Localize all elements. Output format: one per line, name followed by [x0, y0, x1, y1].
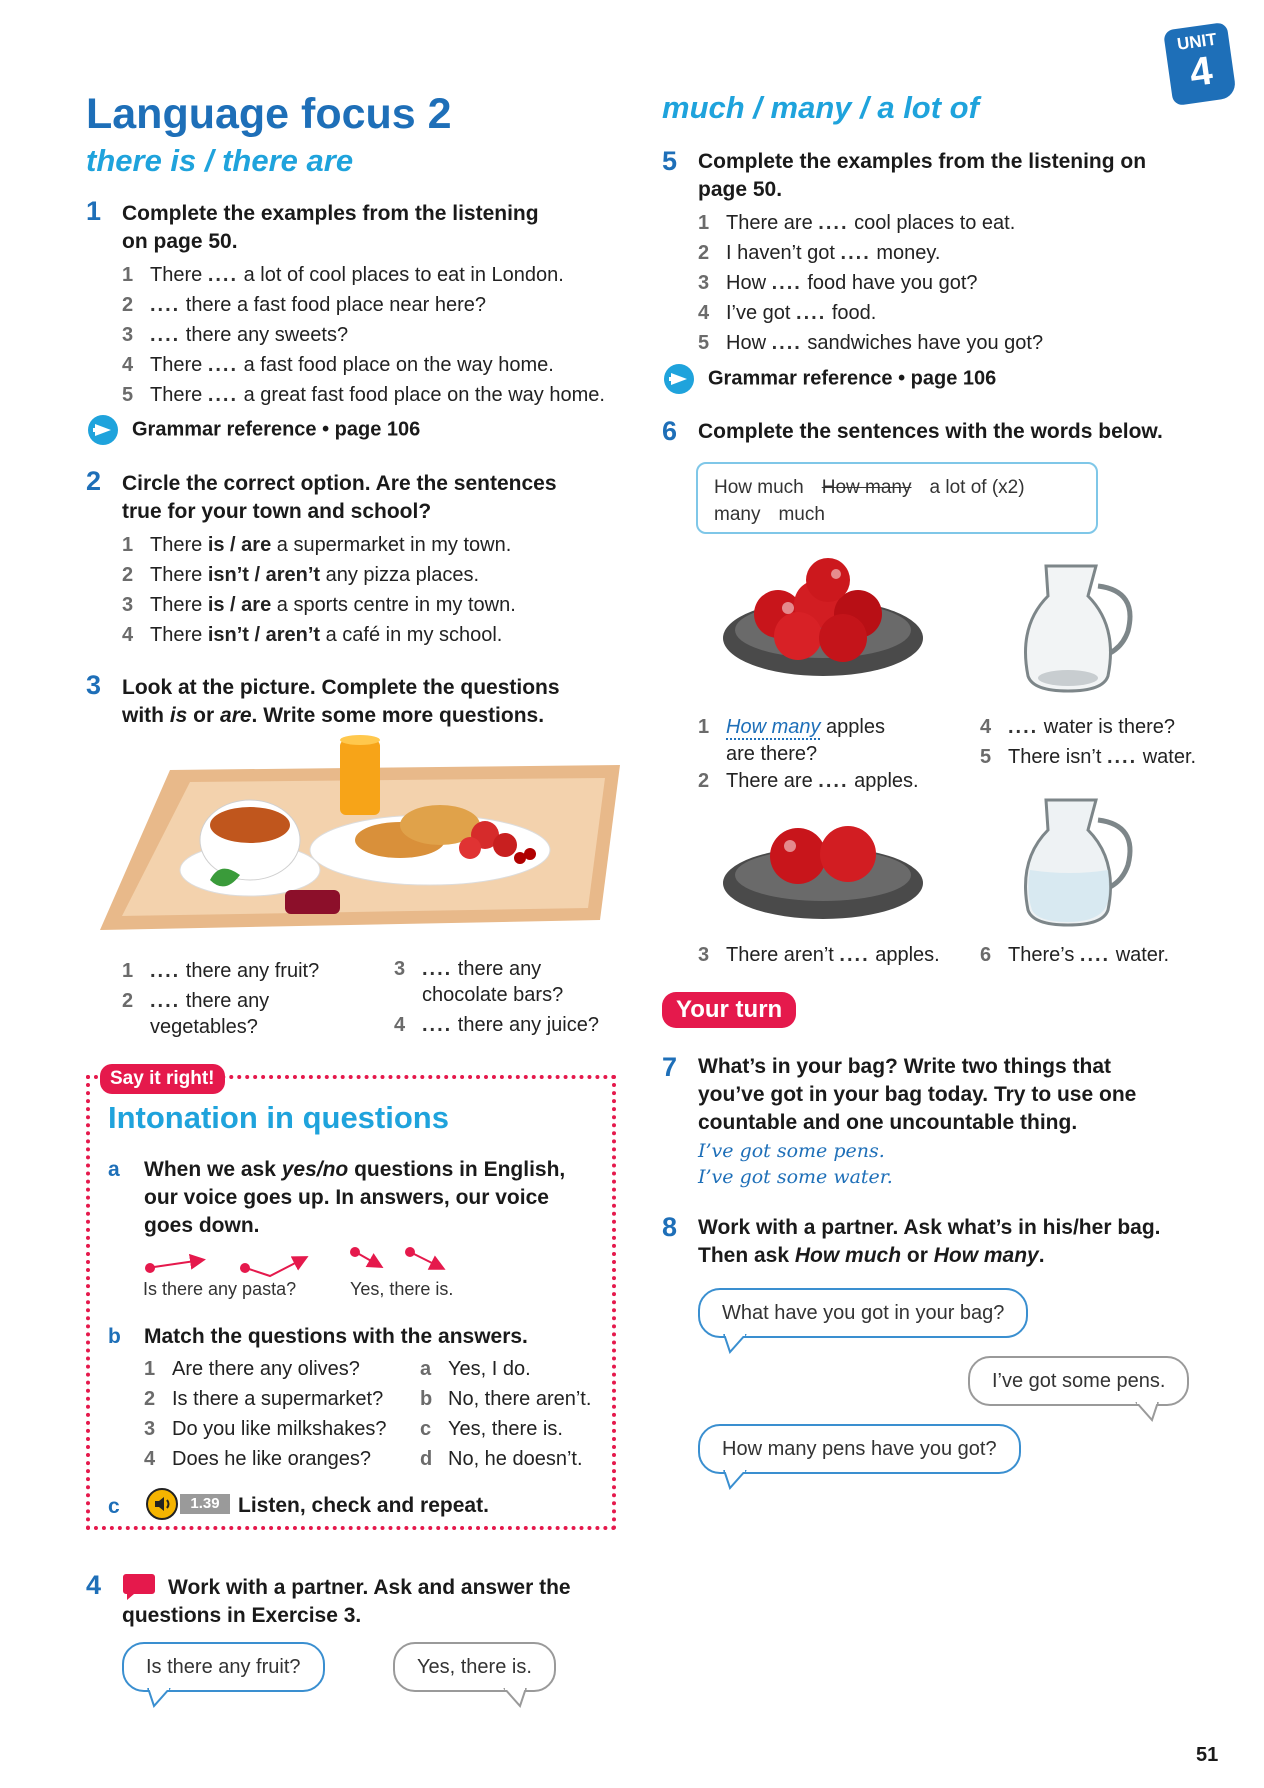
- list-item: c Yes, there is.: [420, 1418, 563, 1440]
- match-answers: [420, 1354, 591, 1474]
- list-item: 4 There isn’t / aren’t a café in my school.: [122, 624, 503, 646]
- unit-label: UNIT: [1175, 29, 1218, 54]
- say-c-letter: c: [108, 1495, 120, 1518]
- ex1-items: [122, 260, 605, 410]
- list-item: 2 .... there a fast food place near here?: [122, 294, 487, 316]
- ex2-items: [122, 530, 516, 650]
- unit-number: 4: [1187, 48, 1216, 96]
- arrow-right-icon: [664, 364, 694, 394]
- word-how-many: How many: [821, 477, 912, 498]
- say-a-letter: a: [108, 1158, 120, 1181]
- list-item: 5 How .... sandwiches have you got?: [698, 332, 1044, 354]
- list-item: 2 I haven’t got .... money.: [698, 242, 941, 264]
- grammar-reference-link[interactable]: Grammar reference • page 106: [88, 415, 420, 445]
- grammar-reference-link[interactable]: Grammar reference • page 106: [664, 364, 996, 394]
- ex6-item-1: 1 How many apples are there? 2 There are .... apples.: [698, 716, 919, 792]
- speech-bubble-answer: I’ve got some pens.: [968, 1356, 1189, 1406]
- page-number: 51: [1196, 1744, 1219, 1766]
- bubble-tail: [722, 1470, 752, 1490]
- your-turn-badge: Your turn: [662, 992, 796, 1028]
- ex7-example: I’ve got some pens. I’ve got some water.: [698, 1140, 893, 1188]
- bubble-tail: [722, 1334, 752, 1354]
- list-item: 2 Is there a supermarket?: [144, 1388, 384, 1410]
- word-many: many: [714, 504, 761, 525]
- list-item: 1 There are .... cool places to eat.: [698, 212, 1016, 234]
- ex3-number: 3: [86, 670, 102, 700]
- list-item: 1 There is / are a supermarket in my town.: [122, 534, 512, 556]
- say-b-letter: b: [108, 1325, 121, 1348]
- ex2-number: 2: [86, 466, 102, 496]
- say-it-right-badge: Say it right!: [100, 1064, 225, 1094]
- bubble-tail: [1132, 1402, 1162, 1422]
- list-item: b No, there aren’t.: [420, 1388, 592, 1410]
- audio-track-number: 1.39: [180, 1494, 230, 1514]
- unit-badge: [1163, 22, 1237, 106]
- list-item: 4 Does he like oranges?: [144, 1448, 372, 1470]
- page-subtitle: there is / there are: [86, 143, 354, 178]
- speech-bubble-question: What have you got in your bag?: [698, 1288, 1028, 1338]
- list-item: 1 There .... a lot of cool places to eat in London.: [122, 264, 564, 286]
- list-item: 4 .... there any juice?: [394, 1014, 599, 1036]
- page-title: Language focus 2: [86, 90, 452, 138]
- word-a-lot-of: a lot of (x2): [929, 477, 1025, 498]
- answer-example: How many: [726, 716, 821, 738]
- audio-track-button[interactable]: [146, 1488, 236, 1520]
- bubble-tail: [500, 1688, 530, 1708]
- breakfast-tray-illustration: [100, 730, 620, 940]
- ex5-instruction: Complete the examples from the listening on page 50.: [698, 150, 1147, 201]
- ex5-number: 5: [662, 146, 678, 176]
- bowl-of-two-apples-illustration: [718, 808, 928, 928]
- intonation-question-label: Is there any pasta?: [143, 1279, 297, 1299]
- ex6-item-3: 3 There aren’t .... apples.: [698, 944, 940, 966]
- list-item: 3 How .... food have you got?: [698, 272, 978, 294]
- list-item: 1 Are there any olives?: [144, 1358, 360, 1380]
- ex6-item-6: 6 There’s .... water.: [980, 944, 1170, 966]
- speaker-icon: [146, 1488, 178, 1520]
- ex1-instruction: Complete the examples from the listening on page 50.: [122, 202, 539, 253]
- intonation-arrows-icon: [140, 1242, 460, 1282]
- list-item: 4 I’ve got .... food.: [698, 302, 877, 324]
- arrow-right-icon: [88, 415, 118, 445]
- speech-bubble-question: Is there any fruit?: [122, 1642, 325, 1692]
- ex6-instruction: Complete the sentences with the words below.: [698, 420, 1163, 443]
- ex1-number: 1: [86, 196, 102, 226]
- speech-bubble-answer: Yes, there is.: [393, 1642, 556, 1692]
- speech-bubble-question-2: How many pens have you got?: [698, 1424, 1021, 1474]
- bubble-tail: [146, 1688, 176, 1708]
- ex7-number: 7: [662, 1052, 678, 1082]
- ex2-instruction: Circle the correct option. Are the sentences true for your town and school?: [122, 472, 557, 523]
- word-box: [696, 462, 1098, 534]
- list-item: 3 .... there any chocolate bars?: [394, 958, 564, 1006]
- ex6-number: 6: [662, 416, 678, 446]
- list-item: 3 Do you like milkshakes?: [144, 1418, 387, 1440]
- list-item: 1 .... there any fruit?: [122, 960, 320, 982]
- say-c-text: Listen, check and repeat.: [238, 1494, 489, 1517]
- say-b-instruction: Match the questions with the answers.: [144, 1325, 528, 1348]
- match-questions: [144, 1354, 387, 1474]
- ex3-items-col1: [122, 956, 319, 1040]
- ex3-items-col2: [394, 956, 599, 1040]
- list-item: 4 There .... a fast food place on the way home.: [122, 354, 554, 376]
- ex8-number: 8: [662, 1212, 678, 1242]
- jug-of-water-illustration-2: [1016, 790, 1156, 930]
- list-item: a Yes, I do.: [420, 1358, 531, 1380]
- list-item: 5 There .... a great fast food place on the way home.: [122, 384, 605, 406]
- jug-of-water-illustration: [1016, 556, 1156, 696]
- word-much: much: [778, 504, 825, 525]
- intonation-answer-label: Yes, there is.: [350, 1279, 454, 1299]
- list-item: 3 There is / are a sports centre in my town.: [122, 594, 516, 616]
- say-it-right-title: Intonation in questions: [108, 1100, 449, 1135]
- list-item: 2 There isn’t / aren’t any pizza places.: [122, 564, 480, 586]
- word-how-much: How much: [714, 477, 804, 498]
- list-item: 3 .... there any sweets?: [122, 324, 349, 346]
- ex4-instruction: Work with a partner. Ask and answer the questions in Exercise 3.: [122, 1576, 571, 1627]
- ex7-instruction: What’s in your bag? Write two things that you’ve got in your bag today. Try to use one countable and one uncountable thing.: [698, 1055, 1137, 1134]
- list-item: 2 .... there any vegetables?: [122, 990, 270, 1038]
- ex6-items-4-5: 4 .... water is there? 5 There isn’t .... water.: [980, 716, 1197, 768]
- ex4-number: 4: [86, 1570, 102, 1600]
- ex3-instruction: Look at the picture. Complete the questions with is or are. Write some more questions.: [122, 676, 560, 727]
- bowl-of-apples-illustration: [718, 556, 928, 686]
- ex5-items: [698, 208, 1043, 358]
- say-a-text: When we ask yes/no questions in English, our voice goes up. In answers, our voice goes down.: [144, 1158, 566, 1237]
- ex8-instruction: Work with a partner. Ask what’s in his/her bag. Then ask How much or How many.: [698, 1216, 1161, 1267]
- section-title-much-many: much / many / a lot of: [662, 90, 979, 125]
- list-item: d No, he doesn’t.: [420, 1448, 583, 1470]
